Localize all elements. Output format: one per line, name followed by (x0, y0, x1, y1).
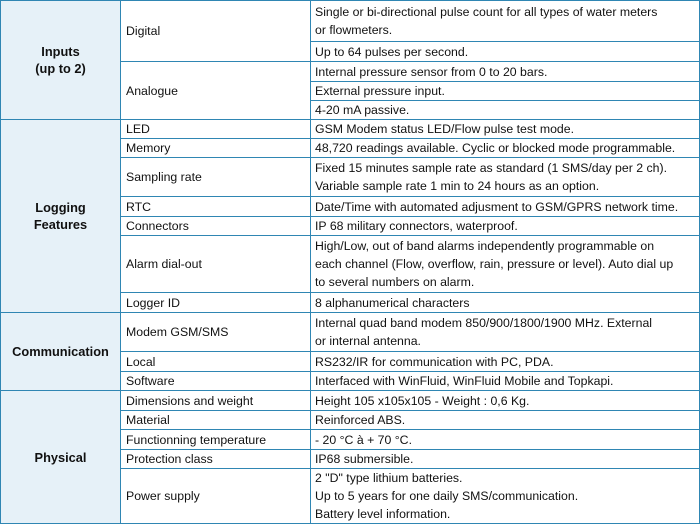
value-cell: 4-20 mA passive. (311, 101, 700, 120)
subcategory-power-supply: Power supply (121, 469, 311, 524)
subcategory-temperature: Functionning temperature (121, 430, 311, 450)
value-cell: External pressure input. (311, 82, 700, 101)
value-cell: 8 alphanumerical characters (311, 293, 700, 313)
value-cell: - 20 °C à + 70 °C. (311, 430, 700, 450)
value-cell: Date/Time with automated adjusment to GSM/GPRS network time. (311, 197, 700, 217)
value-cell: Height 105 x105x105 - Weight : 0,6 Kg. (311, 391, 700, 411)
value-cell: IP68 submersible. (311, 450, 700, 469)
subcategory-protection-class: Protection class (121, 450, 311, 469)
category-communication: Communication (1, 313, 121, 391)
category-physical: Physical (1, 391, 121, 524)
value-cell: High/Low, out of band alarms independently programmable on each channel (Flow, overflow, rain, pressure or level). Auto dial up to several numbers on alarm. (311, 236, 700, 293)
value-cell: Fixed 15 minutes sample rate as standard (1 SMS/day per 2 ch). Variable sample rate 1 min to 24 hours as an option. (311, 158, 700, 197)
value-cell: RS232/IR for communication with PC, PDA. (311, 352, 700, 372)
subcategory-sampling-rate: Sampling rate (121, 158, 311, 197)
value-cell: GSM Modem status LED/Flow pulse test mode. (311, 120, 700, 139)
subcategory-rtc: RTC (121, 197, 311, 217)
subcategory-analogue: Analogue (121, 62, 311, 120)
subcategory-modem: Modem GSM/SMS (121, 313, 311, 352)
value-cell: 48,720 readings available. Cyclic or blocked mode programmable. (311, 139, 700, 158)
value-cell: Up to 64 pulses per second. (311, 42, 700, 62)
table-row (1, 313, 700, 352)
category-inputs: Inputs (up to 2) (1, 1, 121, 120)
subcategory-alarm-dial-out: Alarm dial-out (121, 236, 311, 293)
table-row (1, 1, 700, 42)
subcategory-local: Local (121, 352, 311, 372)
subcategory-dimensions: Dimensions and weight (121, 391, 311, 411)
value-cell: Reinforced ABS. (311, 411, 700, 430)
value-cell: 2 "D" type lithium batteries. Up to 5 years for one daily SMS/communication. Battery level information. (311, 469, 700, 524)
value-cell: Single or bi-directional pulse count for all types of water meters or flowmeters. (311, 1, 700, 42)
subcategory-memory: Memory (121, 139, 311, 158)
table-row (1, 391, 700, 411)
value-cell: Interfaced with WinFluid, WinFluid Mobile and Topkapi. (311, 372, 700, 391)
subcategory-material: Material (121, 411, 311, 430)
value-cell: Internal quad band modem 850/900/1800/1900 MHz. External or internal antenna. (311, 313, 700, 352)
subcategory-software: Software (121, 372, 311, 391)
subcategory-digital: Digital (121, 1, 311, 62)
table-row (1, 120, 700, 139)
subcategory-connectors: Connectors (121, 217, 311, 236)
value-cell: IP 68 military connectors, waterproof. (311, 217, 700, 236)
subcategory-logger-id: Logger ID (121, 293, 311, 313)
value-cell: Internal pressure sensor from 0 to 20 bars. (311, 62, 700, 82)
category-logging: Logging Features (1, 120, 121, 313)
subcategory-led: LED (121, 120, 311, 139)
